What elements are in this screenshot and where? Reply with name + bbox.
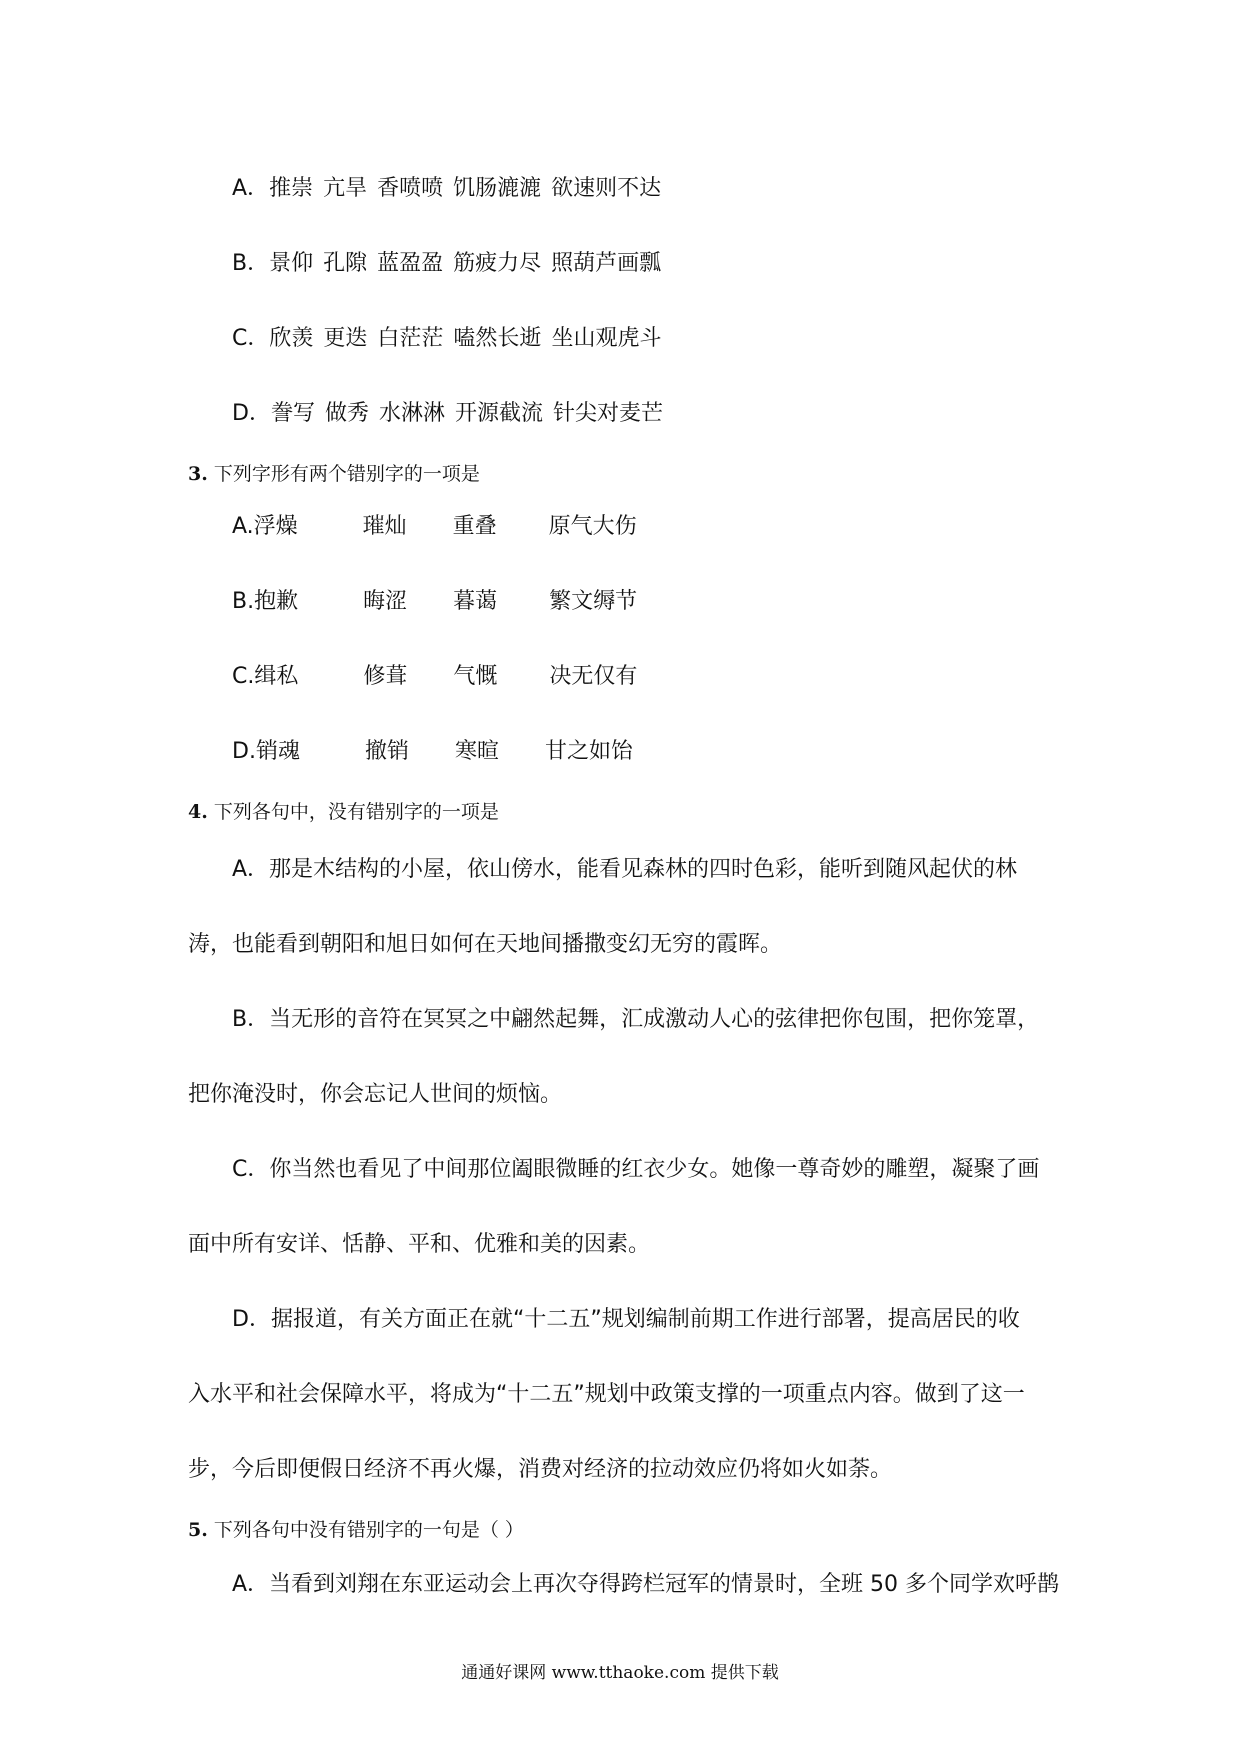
q4-option-a-line-2: 涛，也能看到朝阳和旭日如何在天地间播撒变幻无穷的霞晖。 [188, 932, 783, 957]
question-number: 3. [188, 463, 208, 485]
q3-stem: 3. 下列字形有两个错别字的一项是 [188, 463, 480, 485]
q2-option-a: A．推崇 亢旱 香喷喷 饥肠漉漉 欲速则不达 [232, 176, 662, 201]
q4-option-c-line-1: C．你当然也看见了中间那位阖眼微睡的红衣少女。她像一尊奇妙的雕塑，凝聚了画 [232, 1157, 1040, 1182]
question-number: 5. [188, 1519, 208, 1541]
q2-option-d: D．誊写 做秀 水淋淋 开源截流 针尖对麦芒 [232, 401, 664, 426]
q4-option-d-line-3: 步，今后即便假日经济不再火爆，消费对经济的拉动效应仍将如火如荼。 [188, 1457, 893, 1482]
q3-option-a: A.浮燥 璀灿 重叠 原气大伤 [232, 514, 637, 539]
q4-option-d-line-1: D．据报道，有关方面正在就“十二五”规划编制前期工作进行部署，提高居民的收 [232, 1307, 1020, 1332]
q3-option-d: D.销魂 撤销 寒暄 甘之如饴 [232, 739, 633, 764]
q5-option-a-line-1: A．当看到刘翔在东亚运动会上再次夺得跨栏冠军的情景时，全班 50 多个同学欢呼鹊 [232, 1572, 1060, 1597]
page-footer: 通通好课网 www.tthaoke.com 提供下载 [461, 1663, 779, 1683]
q4-stem: 4. 下列各句中，没有错别字的一项是 [188, 801, 499, 823]
q3-option-c: C.缉私 修葺 气慨 决无仅有 [232, 664, 638, 689]
q3-option-b: B.抱歉 晦涩 暮蔼 繁文缛节 [232, 589, 638, 614]
q5-stem: 5. 下列各句中没有错别字的一句是（ ） [188, 1519, 524, 1541]
q4-option-a-line-1: A．那是木结构的小屋，依山傍水，能看见森林的四时色彩，能听到随风起伏的林 [232, 857, 1018, 882]
question-number: 4. [188, 801, 208, 823]
q4-option-c-line-2: 面中所有安详、恬静、平和、优雅和美的因素。 [188, 1232, 651, 1257]
q4-option-d-line-2: 入水平和社会保障水平，将成为“十二五”规划中政策支撑的一项重点内容。做到了这一 [188, 1382, 1025, 1407]
q4-option-b-line-1: B．当无形的音符在冥冥之中翩然起舞，汇成激动人心的弦律把你包围，把你笼罩， [232, 1007, 1040, 1032]
q2-option-c: C．欣羡 更迭 白茫茫 嗑然长逝 坐山观虎斗 [232, 326, 662, 351]
q2-option-b: B．景仰 孔隙 蓝盈盈 筋疲力尽 照葫芦画瓢 [232, 251, 662, 276]
q4-option-b-line-2: 把你淹没时，你会忘记人世间的烦恼。 [188, 1082, 563, 1107]
